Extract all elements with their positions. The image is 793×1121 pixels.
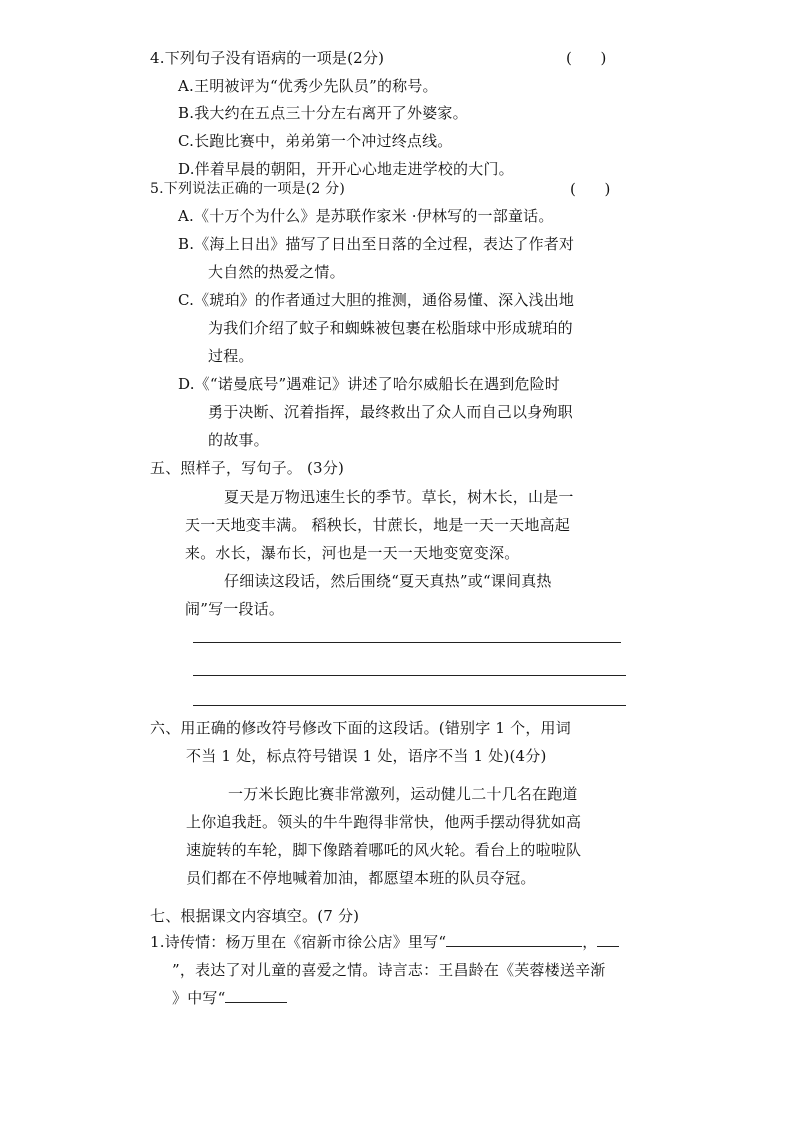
s5-passage-line2: 天一天地变丰满。 稻秧长，甘蔗长，地是一天一天地高起 [185, 516, 570, 534]
q5-stem: 5.下列说法正确的一项是(2 分) [150, 181, 346, 197]
q4-option-c: C.长跑比赛中，弟弟第一个冲过终点线。 [178, 132, 453, 150]
q5-option-c-line2: 为我们介绍了蚊子和蜘蛛被包裹在松脂球中形成琥珀的 [208, 319, 573, 337]
q5-option-a: A.《十万个为什么》是苏联作家米 ·伊林写的一部童话。 [178, 207, 554, 225]
q5-option-d-line2: 勇于决断、沉着指挥，最终救出了众人而自己以身殉职 [208, 403, 573, 421]
s6-passage-line2: 上你追我赶。领头的牛牛跑得非常快，他两手摆动得犹如高 [186, 813, 582, 831]
s7-q1-comma: ， [582, 933, 598, 951]
s7-q1-blank-2[interactable] [597, 932, 619, 947]
q4-answer-paren[interactable]: ( ) [566, 49, 607, 67]
section-6-heading-line1: 六、用正确的修改符号修改下面的这段话。(错别字 1 个，用词 [150, 719, 571, 737]
s5-instruction-line1: 仔细读这段话，然后围绕“夏天真热”或“课间真热 [224, 572, 552, 590]
s6-passage-line4: 员们都在不停地喊着加油，都愿望本班的队员夺冠。 [186, 869, 536, 887]
s7-q1-blank-1[interactable] [446, 932, 582, 947]
s7-q1-blank-3[interactable] [225, 988, 287, 1003]
s5-passage-line3: 来。水长，瀑布长，河也是一天一天地变宽变深。 [185, 544, 520, 562]
q4-stem: 4.下列句子没有语病的一项是(2分) [150, 49, 385, 67]
s6-passage-line3: 速旋转的车轮，脚下像踏着哪吒的风火轮。看台上的啦啦队 [186, 841, 582, 859]
s7-q1-text-part3: 》中写“ [172, 989, 226, 1007]
q5-option-c-line3: 过程。 [208, 347, 254, 365]
s7-q1-text-part1: 1.诗传情：杨万里在《宿新市徐公店》里写“ [150, 933, 447, 951]
s5-instruction-line2: 闹”写一段话。 [185, 600, 285, 618]
section-6-heading-line2: 不当 1 处，标点符号错误 1 处，语序不当 1 处)(4分) [186, 747, 547, 765]
q5-option-b-line2: 大自然的热爱之情。 [208, 263, 345, 281]
writing-line-1[interactable] [193, 642, 621, 643]
q5-option-b-line1: B.《海上日出》描写了日出至日落的全过程，表达了作者对 [178, 235, 575, 253]
q4-option-a: A.王明被评为“优秀少先队员”的称号。 [178, 77, 438, 95]
s7-q1-line1 [150, 932, 619, 952]
writing-line-2[interactable] [193, 675, 626, 676]
section-7-heading: 七、根据课文内容填空。(7 分) [150, 907, 360, 925]
section-5-heading: 五、照样子，写句子。 (3分) [150, 459, 345, 477]
q5-option-d-line3: 的故事。 [208, 431, 269, 449]
s7-q1-line2: ”，表达了对儿童的喜爱之情。诗言志：王昌龄在《芙蓉楼送辛渐 [172, 961, 606, 979]
s6-passage-line1: 一万米长跑比赛非常激列，运动健儿二十几名在跑道 [228, 785, 578, 803]
q5-answer-paren[interactable]: ( ) [570, 180, 611, 198]
q5-option-d-line1: D.《“诺曼底号”遇难记》讲述了哈尔威船长在遇到危险时 [178, 375, 560, 393]
q4-option-d: D.伴着早晨的朝阳，开开心心地走进学校的大门。 [178, 160, 514, 178]
writing-line-3[interactable] [193, 705, 626, 706]
q4-option-b: B.我大约在五点三十分左右离开了外婆家。 [178, 104, 468, 122]
q5-option-c-line1: C.《琥珀》的作者通过大胆的推测，通俗易懂、深入浅出地 [178, 291, 575, 309]
s7-q1-line3 [172, 988, 287, 1008]
s5-passage-line1: 夏天是万物迅速生长的季节。草长，树木长，山是一 [224, 488, 574, 506]
